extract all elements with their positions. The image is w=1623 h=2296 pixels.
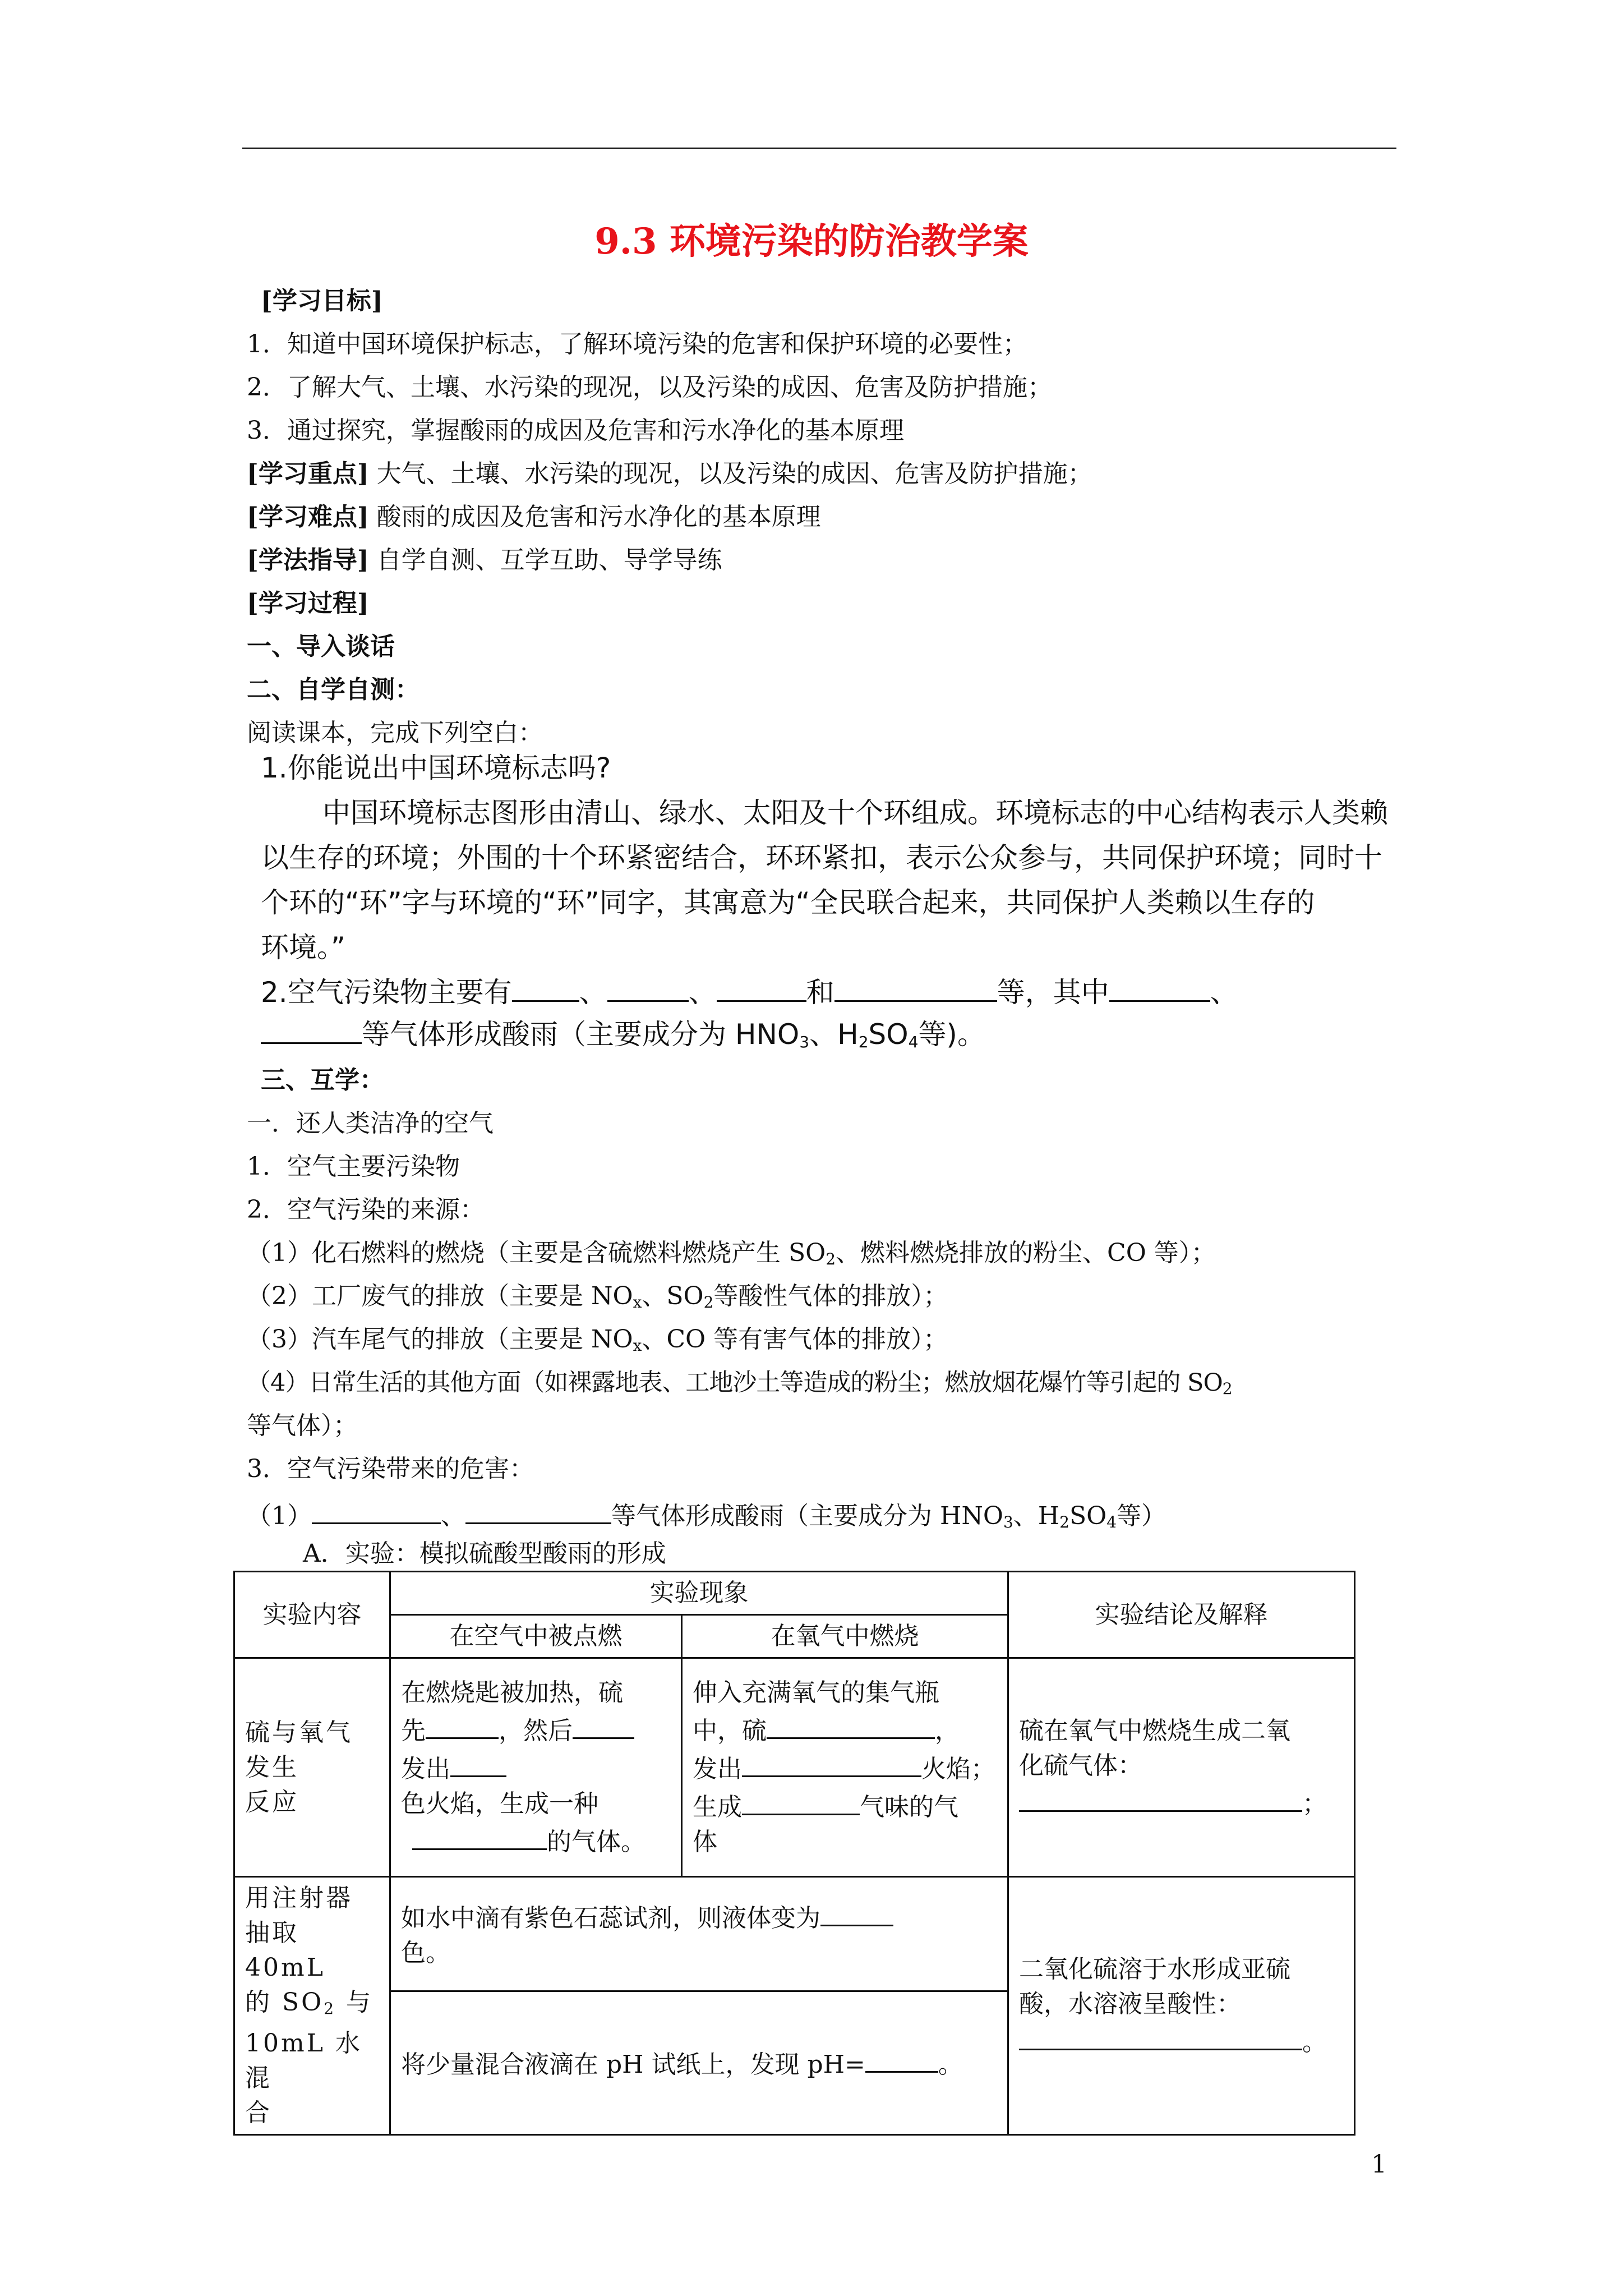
row1-conclusion: 硫在氧气中燃烧生成二氧 化硫气体： ； — [1008, 1658, 1355, 1877]
pollution-harm-1: （1） 、 等气体形成酸雨（主要成分为 $HNO_3$、$H_2SO_4$等） — [247, 1496, 1166, 1539]
row2-content: 用注射器 抽取 40mL 的 $SO_2$ 与 10mL 水混 合 — [234, 1877, 390, 2135]
table-row — [234, 1877, 1355, 1991]
page-title: 9.3 环境污染的防治教学案 — [594, 220, 1029, 263]
blank — [412, 1821, 547, 1850]
header-rule — [242, 148, 1396, 149]
header-conclusion: 实验结论及解释 — [1008, 1572, 1355, 1658]
difficult-text: 酸雨的成因及危害和污水净化的基本原理 — [376, 503, 821, 531]
read-instruction: 阅读课本，完成下列空白： — [247, 719, 543, 747]
pollution-source-2: （2）工厂废气的排放（主要是 $NO_x$、$SO_2$等酸性气体的排放）； — [247, 1282, 948, 1312]
difficult-label: [学习难点] — [247, 503, 369, 531]
part-1-heading: 一、导入谈话 — [247, 632, 395, 661]
key-label: [学习重点] — [247, 459, 369, 488]
row1-content: 硫与氧气 发生 反应 — [234, 1658, 390, 1877]
blank — [742, 1787, 860, 1815]
header-in-air: 在空气中被点燃 — [390, 1615, 682, 1658]
table-header-row — [234, 1572, 1355, 1615]
blank — [1109, 973, 1210, 1002]
method-text: 自学自测、互学互助、导学导练 — [376, 546, 722, 574]
blank — [1019, 2022, 1302, 2050]
goals-heading: [学习目标] — [261, 287, 383, 315]
method-label: [学法指导] — [247, 546, 369, 574]
blank — [834, 973, 997, 1002]
part-3-item-3: 3．空气污染带来的危害： — [247, 1455, 534, 1483]
row1-air: 在燃烧匙被加热，硫 先 ，然后 发出 色火焰，生成一种 的气体。 — [390, 1658, 682, 1877]
scan-question-2: 2.空气污染物主要有 、 、 和 等，其中 、 — [261, 970, 1238, 1014]
scan-question-2-continued: 等气体形成酸雨（主要成分为 $HNO_3$、$H_2SO_4$等)。 — [261, 1013, 985, 1064]
scan-paragraph-line-1: 中国环境标志图形由清山、绿水、太阳及十个环组成。环境标志的中心结构表示人类赖 — [322, 797, 1388, 829]
part-3-item-2: 2．空气污染的来源： — [247, 1195, 485, 1224]
blank — [261, 1015, 362, 1044]
experiment-table — [233, 1571, 1355, 2136]
part-3-heading: 三、互学： — [261, 1066, 384, 1094]
scan-paragraph-line-2: 以生存的环境；外围的十个环紧密结合，环环紧扣，表示公众参与，共同保护环境；同时十 — [261, 841, 1382, 874]
row2-ph-test: 将少量混合液滴在 pH 试纸上，发现 pH= 。 — [390, 1991, 1008, 2135]
key-text: 大气、土壤、水污染的现况，以及污染的成因、危害及防护措施； — [376, 459, 1092, 488]
pollution-source-3: （3）汽车尾气的排放（主要是 $NO_x$、CO 等有害气体的排放）； — [247, 1325, 948, 1355]
header-phenomena: 实验现象 — [390, 1572, 1008, 1615]
blank — [512, 973, 579, 1002]
pollution-source-4-continued: 等气体）； — [247, 1411, 358, 1440]
blank — [820, 1898, 893, 1926]
blank — [465, 1496, 611, 1524]
blank — [767, 1710, 935, 1739]
header-content: 实验内容 — [234, 1572, 390, 1658]
row2-conclusion: 二氧化硫溶于水形成亚硫 酸，水溶液呈酸性： 。 — [1008, 1877, 1355, 2135]
scanned-excerpt — [261, 746, 1410, 1052]
part-3-item-1: 1．空气主要污染物 — [247, 1152, 460, 1181]
blank — [742, 1749, 921, 1777]
goal-2: 2．了解大气、土壤、水污染的现况，以及污染的成因、危害及防护措施； — [247, 373, 1052, 402]
row1-oxygen: 伸入充满氧气的集气瓶 中，硫 ， 发出 火焰； 生成 气味的气 体 — [682, 1658, 1008, 1877]
key-points — [247, 457, 1092, 491]
scan-question-1: 1.你能说出中国环境标志吗? — [261, 752, 611, 784]
experiment-title: A．实验：模拟硫酸型酸雨的形成 — [303, 1539, 666, 1568]
process-label: [学习过程] — [247, 589, 369, 618]
blank — [865, 2044, 938, 2073]
table-row — [234, 1658, 1355, 1877]
pollution-source-1: （1）化石燃料的燃烧（主要是含硫燃料燃烧产生 $SO_2$、燃料燃烧排放的粉尘、CO 等）； — [247, 1239, 1216, 1268]
difficult-points — [247, 500, 821, 534]
blank — [426, 1710, 499, 1739]
blank — [717, 973, 806, 1002]
blank — [312, 1496, 441, 1524]
part-3-subheading: 一．还人类洁净的空气 — [247, 1109, 494, 1138]
row2-litmus: 如水中滴有紫色石蕊试剂，则液体变为 色。 — [390, 1877, 1008, 1991]
blank — [1019, 1783, 1302, 1812]
method-guide — [247, 544, 722, 577]
goal-3: 3．通过探究，掌握酸雨的成因及危害和污水净化的基本原理 — [247, 416, 904, 445]
goal-1: 1．知道中国环境保护标志，了解环境污染的危害和保护环境的必要性； — [247, 330, 1027, 358]
scan-paragraph-line-3: 个环的“环”字与环境的“环”同字，其寓意为“全民联合起来，共同保护人类赖以生存的 — [261, 886, 1315, 919]
pollution-source-4: （4）日常生活的其他方面（如裸露地表、工地沙土等造成的粉尘；燃放烟花爆竹等引起的 $SO_2$ — [247, 1369, 1232, 1398]
header-in-oxygen: 在氧气中燃烧 — [682, 1615, 1008, 1658]
page-number: 1 — [1371, 2150, 1387, 2179]
blank — [607, 973, 689, 1002]
part-2-heading: 二、自学自测： — [247, 675, 419, 704]
scan-paragraph-line-4: 环境。” — [261, 931, 345, 964]
blank — [450, 1749, 506, 1777]
blank — [573, 1710, 634, 1739]
